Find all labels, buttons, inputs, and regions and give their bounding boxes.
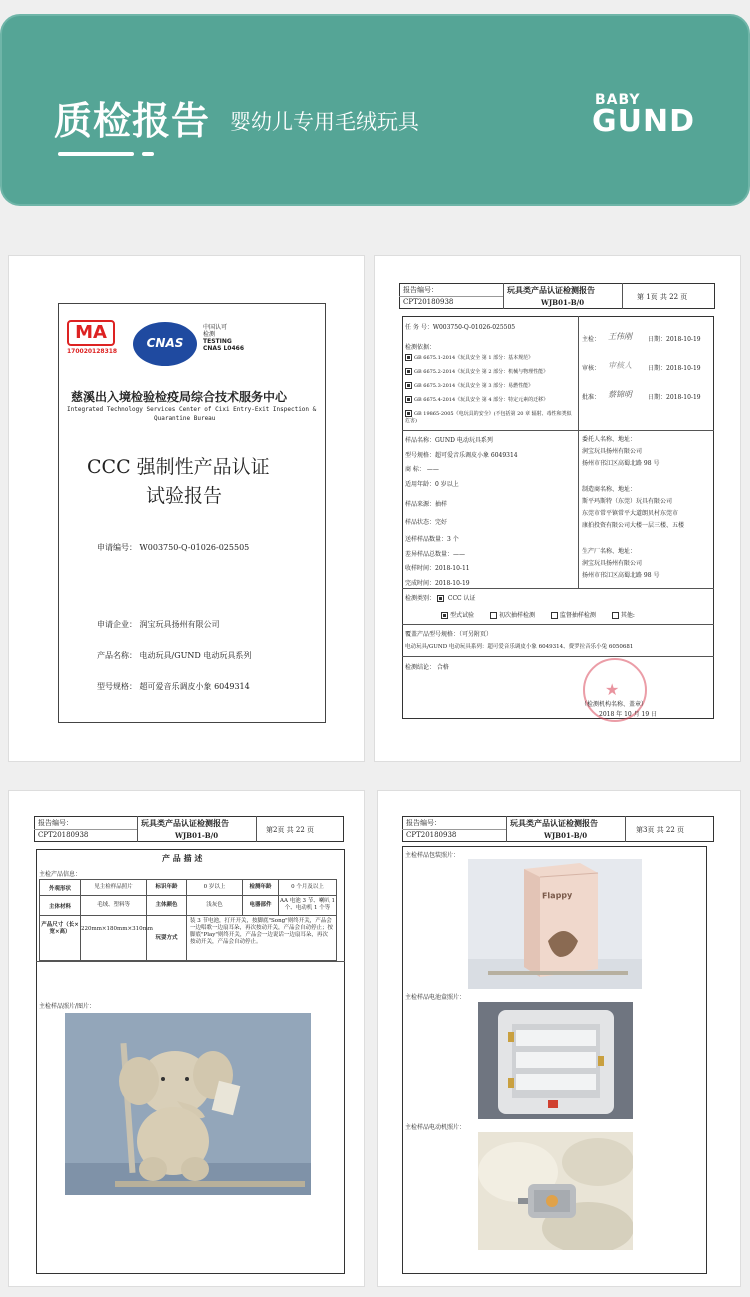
basis-label: 检测依据： [405,344,436,351]
org-name-en-2: Quarantine Bureau [154,415,216,422]
cma-mark: MA [75,322,107,343]
sample-info [405,434,577,591]
checkbox-checked [441,612,448,619]
page3-page-info: 第3页 共 22 页 [636,826,685,834]
test-type: 其他: [620,612,635,619]
standard-item: GB 6675.3-2014《玩具安全 第 3 部分：易燃性能》 [405,382,577,390]
package-photo [468,859,642,989]
table-cell: 电器部件 [242,896,278,915]
sample-row: 适用年龄：0 岁以上 [405,480,459,488]
stamp-label: （检测机构名称、盖章） [581,701,648,708]
table-cell: 浅灰色 [186,896,242,915]
category-label: 检测类别： [405,595,436,602]
checkbox-checked [437,595,444,602]
title-underline-dot [142,152,154,156]
client-name: 润宝玩具扬州有限公司 [582,448,643,455]
table-row [40,916,336,960]
page1-page-info: 第 1页 共 22 页 [637,293,688,301]
coverage-label: 覆盖产品型号规格：（可另附页） [405,631,493,638]
motor-photo-label: 主检样品电动机照片： [405,1124,466,1131]
category-row [405,593,476,602]
doc-title-line1: CCC 强制性产品认证 [87,456,270,478]
checkbox-unchecked [612,612,619,619]
standards-list [405,352,577,425]
checkbox-checked [405,354,412,361]
package-brand-text: Flappy [541,890,573,901]
conclusion: 检测结论： 合格 [405,664,449,671]
cnas-note [203,324,244,352]
page1-report-no-label: 报告编号： [403,286,438,294]
sample-row: 完成时间：2018-10-19 [405,579,470,587]
signer-row [582,392,712,421]
sample-row: 收样时间：2018-10-11 [405,565,470,572]
brand-logo-gund: GUND [592,104,695,139]
table-cell: 主体颜色 [146,896,186,915]
info-label: 主检产品信息： [39,871,82,878]
table-cell: 产品尺寸（长×宽×高） [41,922,79,935]
page3-report-no-label: 报告编号： [406,819,441,827]
doc-title-line2: 试验报告 [146,485,223,507]
stamp-date: 2018 年 10 月 19 日 [599,711,658,718]
page3-header-title: 玩具类产品认证检测报告 [510,818,598,828]
maker-name: 斯平玛斯特（东莞）玩具有限公司 [582,498,673,505]
signers [582,334,712,421]
page2-page-info: 第2页 共 22 页 [266,826,315,834]
checkbox-checked [405,368,412,375]
table-row [40,896,336,916]
page-subtitle: 婴幼儿专用毛绒玩具 [230,110,419,134]
table-cell: 0 个月及以上 [278,880,336,895]
page2-header-title: 玩具类产品认证检测报告 [141,818,229,828]
signer-signature: 王伟刚 [608,332,632,341]
signer-role: 批准： [582,394,601,401]
table-cell: 玩耍方式 [146,916,186,960]
org-name-cn: 慈溪出入境检验检疫局综合技术服务中心 [71,390,288,404]
factory-address: 扬州市邗江区高蜀北路 98 号 [582,572,660,579]
page1-header-code: WJB01-B/0 [541,298,585,307]
page1-header-title: 玩具类产品认证检测报告 [507,285,595,295]
sample-row: 商 标： —— [405,466,439,473]
brand-logo [592,92,695,139]
cnas-note-line: 检测 [203,331,216,338]
page2-header-code: WJB01-B/0 [175,831,219,840]
maker-address-1: 东莞市常平镇常平大道朗贝村东莞市 [582,510,679,517]
table-cell: 毛绒、塑料等 [80,896,146,915]
product-name: 产品名称： 电动玩具/GUND 电动玩具系列 [97,651,252,660]
signer-date: 日期：2018-10-19 [648,365,701,372]
signer-signature: 审核人 [608,361,632,370]
page2-report-no-label: 报告编号： [38,819,73,827]
standard-item: GB 6675.4-2014《玩具安全 第 4 部分：特定元素的迁移》 [405,396,577,404]
model-spec: 型号规格： 超可爱音乐调皮小象 6049314 [97,682,250,691]
test-type: 型式试验 [450,612,475,619]
report-page3-card [377,790,741,1287]
client-label: 委托人名称、地址： [582,436,637,443]
checkbox-unchecked [551,612,558,619]
page1-report-no: CPT20180938 [403,298,454,306]
page3-report-no: CPT20180938 [406,831,457,839]
table-cell: 外观形状 [48,885,71,892]
party-info [582,434,714,582]
table-row [40,880,336,896]
page-title: 质检报告 [54,99,211,143]
sample-row: 送样样品数量：3 个 [405,536,459,543]
applicant: 申请企业： 润宝玩具扬州有限公司 [97,620,220,629]
page3-header-code: WJB01-B/0 [544,831,588,840]
sample-row: 差异样品总数量：—— [405,550,466,558]
standard-item: GB 6675.2-2014《玩具安全 第 2 部分：机械与物理性能》 [405,368,577,376]
cnas-note-line: CNAS L0466 [203,345,245,352]
table-cell: 220mm×180mm×310mm [80,916,146,960]
product-table [39,879,337,961]
package-photo-label: 主检样品包装照片： [405,852,460,859]
table-cell: AA 电池 3 节、喇叭 1 个、电动机 1 个等 [278,896,336,915]
signer-role: 主检： [582,336,601,343]
signer-date: 日期：2018-10-19 [648,336,701,343]
test-type-row [441,610,635,619]
signer-date: 日期：2018-10-19 [648,394,701,401]
motor-photo [478,1132,633,1250]
maker-label: 制造商名称、地址： [582,486,637,493]
sample-row: 型号规格：超可爱音乐调皮小象 6049314 [405,451,518,459]
photo-label: 主检样品照片/图片： [39,1003,96,1010]
factory-label: 生产厂名称、地址： [582,548,637,555]
test-type: 初次抽样检测 [498,612,535,619]
battery-photo-label: 主检样品电池盒照片： [405,994,466,1001]
checkbox-checked [405,382,412,389]
brand-logo-baby: BABY [595,92,641,108]
standard-item: GB 19865-2005《电玩具的安全》(不包括第 20 章 辐射、毒性和类似危害) [405,411,572,424]
client-address: 扬州市邗江区高蜀北路 98 号 [582,460,660,467]
signer-signature: 蔡锦明 [608,390,632,399]
cnas-note-line: TESTING [203,338,232,345]
header-banner [0,14,750,206]
report-page1-card [374,255,741,762]
table-cell: 主体材料 [48,903,71,910]
checkbox-unchecked [490,612,497,619]
section-title: 产 品 描 述 [162,853,203,863]
application-number: 申请编号： W003750-Q-01026-025505 [97,543,250,552]
cnas-logo [133,322,197,366]
title-underline [58,152,134,156]
table-cell: 装 3 节电池，打开开关，按脚底"Song"则终开关，产品会一边唱歌一边扇耳朵，再次按动开关，产品会自动停止；按脚底"Play"则终开关，产品会一边说话一边扇耳朵，再次按动开关，产品会自动停止。 [186,916,336,960]
coverage-models: 电动玩具/GUND 电动玩具系列：超可爱音乐调皮小象 6049314、费罗拉音乐小兔 6050681 [405,644,634,650]
table-cell: 见主检样品照片 [80,880,146,895]
battery-box-photo [478,1002,633,1119]
table-cell: 0 岁以上 [186,880,242,895]
signer-row [582,363,712,392]
checkbox-checked [405,410,412,417]
elephant-toy-photo [65,1013,311,1195]
task-number: 任 务 号：W003750-Q-01026-025505 [405,324,516,331]
sample-row: 样品来源：抽样 [405,501,448,508]
report-page2-card [8,790,365,1287]
sample-row: 样品状态：完好 [405,518,448,526]
cnas-note-line: 中国认可 [203,324,228,331]
official-seal: ★ [583,658,647,722]
signer-row [582,334,712,363]
cnas-mark: CNAS [146,336,184,350]
category-ccc: CCC 认证 [447,595,476,602]
checkbox-checked [405,396,412,403]
sample-row: 样品名称：GUND 电动玩具系列 [405,437,493,444]
page2-report-no: CPT20180938 [38,831,89,839]
test-type: 监督抽样检测 [559,612,596,619]
cma-number: 170020128318 [67,348,118,355]
org-name-en-1: Integrated Technology Services Center of Cixi Entry-Exit Inspection & [67,406,317,413]
table-cell: 标识年龄 [146,880,186,895]
maker-address-2: 康拍投资有限公司大楼一层三楼、五楼 [582,522,685,529]
table-cell: 检测年龄 [242,880,278,895]
report-cover-card [8,255,365,762]
cma-logo [67,320,123,355]
signer-role: 审核： [582,365,601,372]
standard-item: GB 6675.1-2014《玩具安全 第 1 部分：基本规范》 [405,354,577,362]
factory-name: 润宝玩具扬州有限公司 [582,560,643,567]
